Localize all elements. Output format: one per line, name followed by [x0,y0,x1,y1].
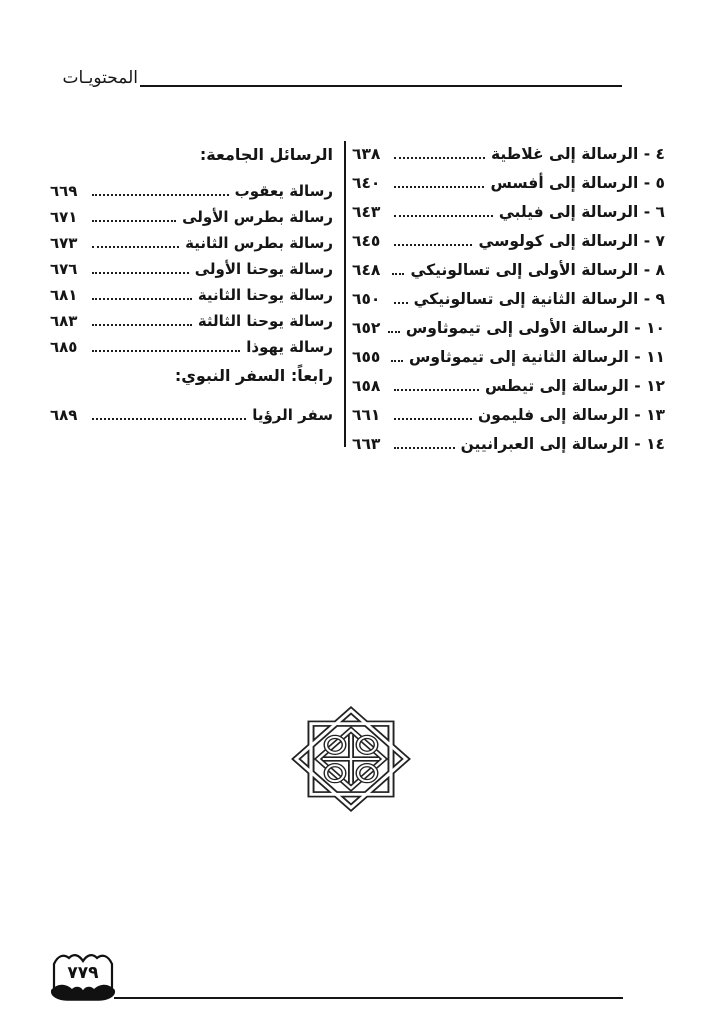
section-title-prophetic-book: رابعاً: السفر النبوي: [174,366,333,385]
entry-label: رسالة يهوذا [246,338,333,356]
leader-dots [394,186,484,188]
toc-entry [352,371,665,400]
leader-dots [391,360,403,362]
entry-label: ٨ - الرسالة الأولى إلى تسالونيكي [410,260,665,279]
toc-entry [352,139,665,168]
entry-page: ٦٤٥ [352,231,381,250]
entry-page: ٦٨٣ [50,312,78,330]
leader-dots [394,389,479,391]
entry-label: رسالة يعقوب [234,182,333,200]
entry-page: ٦٨٩ [50,406,78,424]
toc-entry [352,429,665,458]
entry-label: رسالة يوحنا الثالثة [197,312,333,330]
entry-page: ٦٧٣ [50,234,78,252]
toc-entry [50,230,333,256]
interlaced-star-ornament-icon [291,706,411,812]
leader-dots [394,447,455,449]
leader-dots [394,302,408,304]
footer-page-number: ٧٧٩ [67,963,99,983]
entry-label: ١٣ - الرسالة إلى فليمون [478,405,665,424]
entry-page: ٦٣٨ [352,144,381,163]
entry-page: ٦٦١ [352,405,381,424]
toc-entry [50,308,333,334]
toc-entry [50,334,333,360]
entry-label: ٤ - الرسالة إلى غلاطية [490,144,665,163]
header-rule [140,85,622,87]
entry-page: ٦٥٢ [352,318,381,337]
leader-dots [388,331,400,333]
leader-dots [92,220,176,222]
entry-label: رسالة يوحنا الثانية [197,286,333,304]
entry-page: ٦٤٠ [352,173,381,192]
toc-entry [50,178,333,204]
entry-label: ٩ - الرسالة الثانية إلى تسالونيكي [413,289,665,308]
leader-dots [92,272,189,274]
entry-label: ٦ - الرسالة إلى فيلبي [498,202,665,221]
toc-entry [352,226,665,255]
leader-dots [92,246,179,248]
leader-dots [394,244,472,246]
leader-dots [92,418,246,420]
entry-label: ١٢ - الرسالة إلى تيطس [485,376,665,395]
entry-label: ١٠ - الرسالة الأولى إلى تيموثاوس [405,318,665,337]
open-book-icon [47,947,119,1005]
section-title-catholic-epistles: الرسائل الجامعة: [199,145,333,164]
entry-label: سفر الرؤيا [252,406,333,424]
leader-dots [394,215,493,217]
toc-entry [352,400,665,429]
toc-left-column [50,178,333,360]
toc-entry [352,284,665,313]
toc-entry [352,168,665,197]
entry-page: ٦٨١ [50,286,78,304]
entry-label: ٥ - الرسالة إلى أفسس [490,173,665,192]
leader-dots [92,324,192,326]
entry-page: ٦٦٩ [50,182,78,200]
toc-entry [352,197,665,226]
entry-label: ٧ - الرسالة إلى كولوسي [478,231,665,250]
entry-page: ٦٥٥ [352,347,381,366]
leader-dots [92,350,240,352]
entry-page: ٦٦٣ [352,434,381,453]
entry-label: ١١ - الرسالة الثانية إلى تيموثاوس [409,347,665,366]
toc-entry [50,204,333,230]
toc-right-column [352,139,665,458]
toc-entry [352,342,665,371]
entry-label: رسالة بطرس الأولى [182,208,333,226]
leader-dots [392,273,404,275]
leader-dots [92,298,192,300]
entry-page: ٦٧١ [50,208,78,226]
column-divider [344,141,346,447]
toc-entry [50,282,333,308]
leader-dots [394,157,485,159]
leader-dots [92,194,229,196]
entry-page: ٦٤٣ [352,202,381,221]
toc-entry [50,402,333,428]
toc-entry [352,313,665,342]
entry-page: ٦٥٨ [352,376,381,395]
toc-left-column-prophetic [50,402,333,428]
entry-page: ٦٨٥ [50,338,78,356]
page-title: المحتويـات [62,68,138,88]
toc-entry [50,256,333,282]
entry-page: ٦٤٨ [352,260,381,279]
entry-page: ٦٥٠ [352,289,381,308]
entry-label: ١٤ - الرسالة إلى العبرانيين [460,434,665,453]
leader-dots [394,418,472,420]
entry-label: رسالة بطرس الثانية [185,234,333,252]
toc-entry [352,255,665,284]
footer-rule [114,997,623,999]
entry-label: رسالة يوحنا الأولى [194,260,333,278]
entry-page: ٦٧٦ [50,260,78,278]
